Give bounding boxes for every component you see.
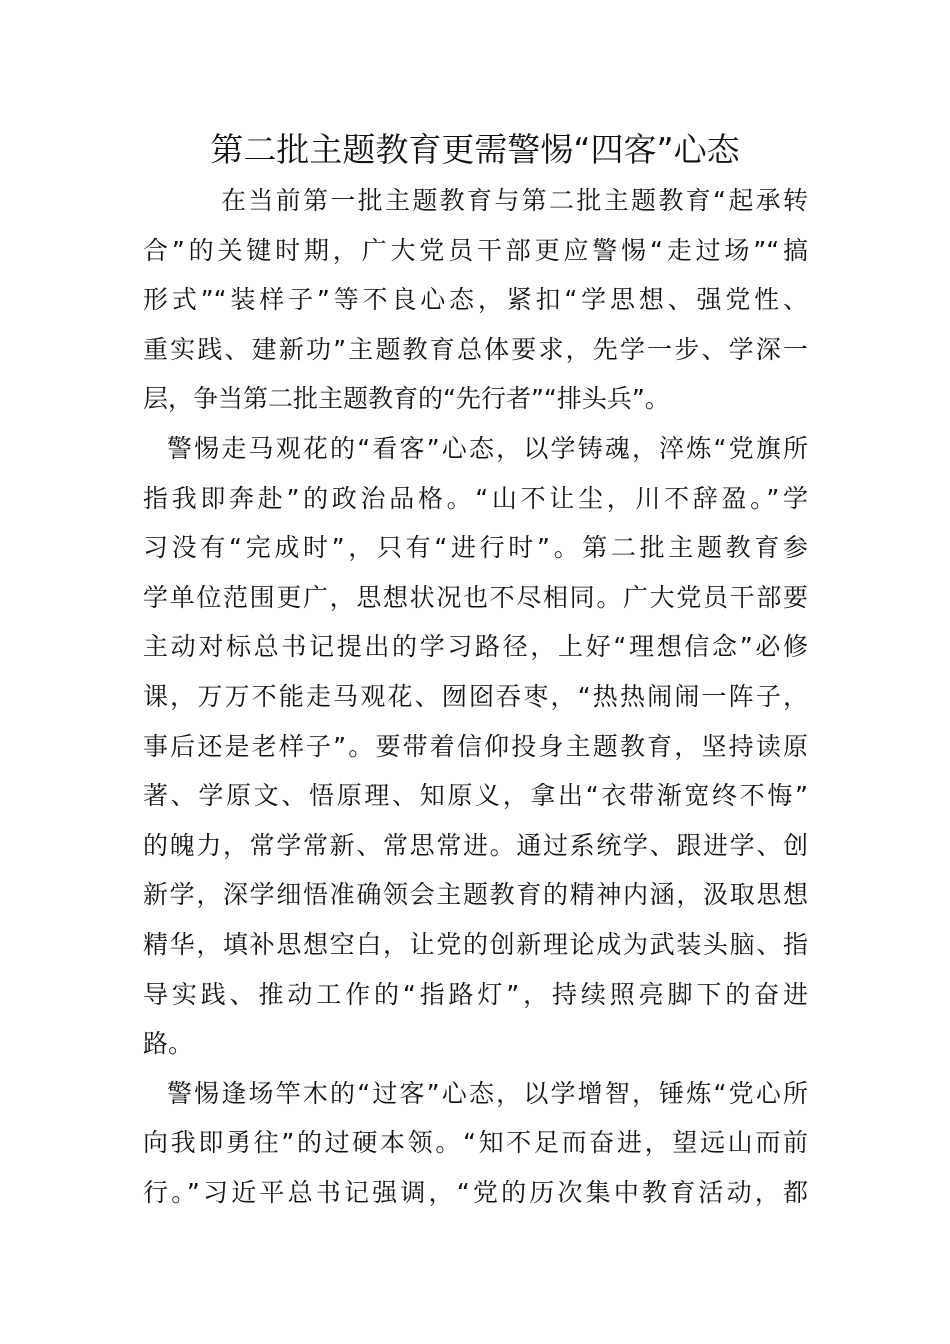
text-line: 导实践、推动工作的“指路灯”，持续照亮脚下的奋进 [143,979,808,1009]
text-line: 警惕走马观花的“看客”心态，以学铸魂，淬炼“党旗所 [167,433,808,463]
text-line: 习没有“完成时”，只有“进行时”。第二批主题教育参 [143,533,808,563]
document-title: 第二批主题教育更需警惕“四客”心态 [210,130,740,169]
text-line: 事后还是老样子”。要带着信仰投身主题教育，坚持读原 [143,731,808,761]
text-line: 学单位范围更广，思想状况也不尽相同。广大党员干部要 [143,582,808,612]
text-line: 的魄力，常学常新、常思常进。通过系统学、跟进学、创 [143,830,808,860]
text-line: 警惕逢场竿木的“过客”心态，以学增智，锤炼“党心所 [167,1078,808,1108]
text-line: 指我即奔赴”的政治品格。“山不让尘，川不辞盈。”学 [143,483,808,513]
paragraph-2 [143,424,808,1069]
text-line: 主动对标总书记提出的学习路径，上好“理想信念”必修 [143,632,808,662]
text-line: 重实践、建新功”主题教育总体要求，先学一步、学深一 [143,334,808,364]
text-line: 著、学原文、悟原理、知原义，拿出“衣带渐宽终不悔” [143,781,808,811]
text-line: 层，争当第二批主题教育的“先行者”“排头兵”。 [143,384,670,414]
text-line: 新学，深学细悟准确领会主题教育的精神内涵，汲取思想 [143,880,808,910]
paragraph-1 [143,176,808,424]
text-line: 向我即勇往”的过硬本领。“知不足而奋进，望远山而前 [143,1128,808,1158]
text-line: 精华，填补思想空白，让党的创新理论成为武装头脑、指 [143,929,808,959]
text-line: 合”的关键时期，广大党员干部更应警惕“走过场”“搞 [143,235,808,265]
paragraph-3 [143,1069,808,1218]
text-line: 形式”“装样子”等不良心态，紧扣“学思想、强党性、 [143,285,808,315]
text-line: 行。”习近平总书记强调，“党的历次集中教育活动，都 [143,1177,808,1207]
document-body [143,176,808,1217]
text-line: 在当前第一批主题教育与第二批主题教育“起承转 [221,186,808,215]
text-line: 路。 [143,1029,194,1059]
text-line: 课，万万不能走马观花、囫囵吞枣，“热热闹闹一阵子， [143,681,808,711]
